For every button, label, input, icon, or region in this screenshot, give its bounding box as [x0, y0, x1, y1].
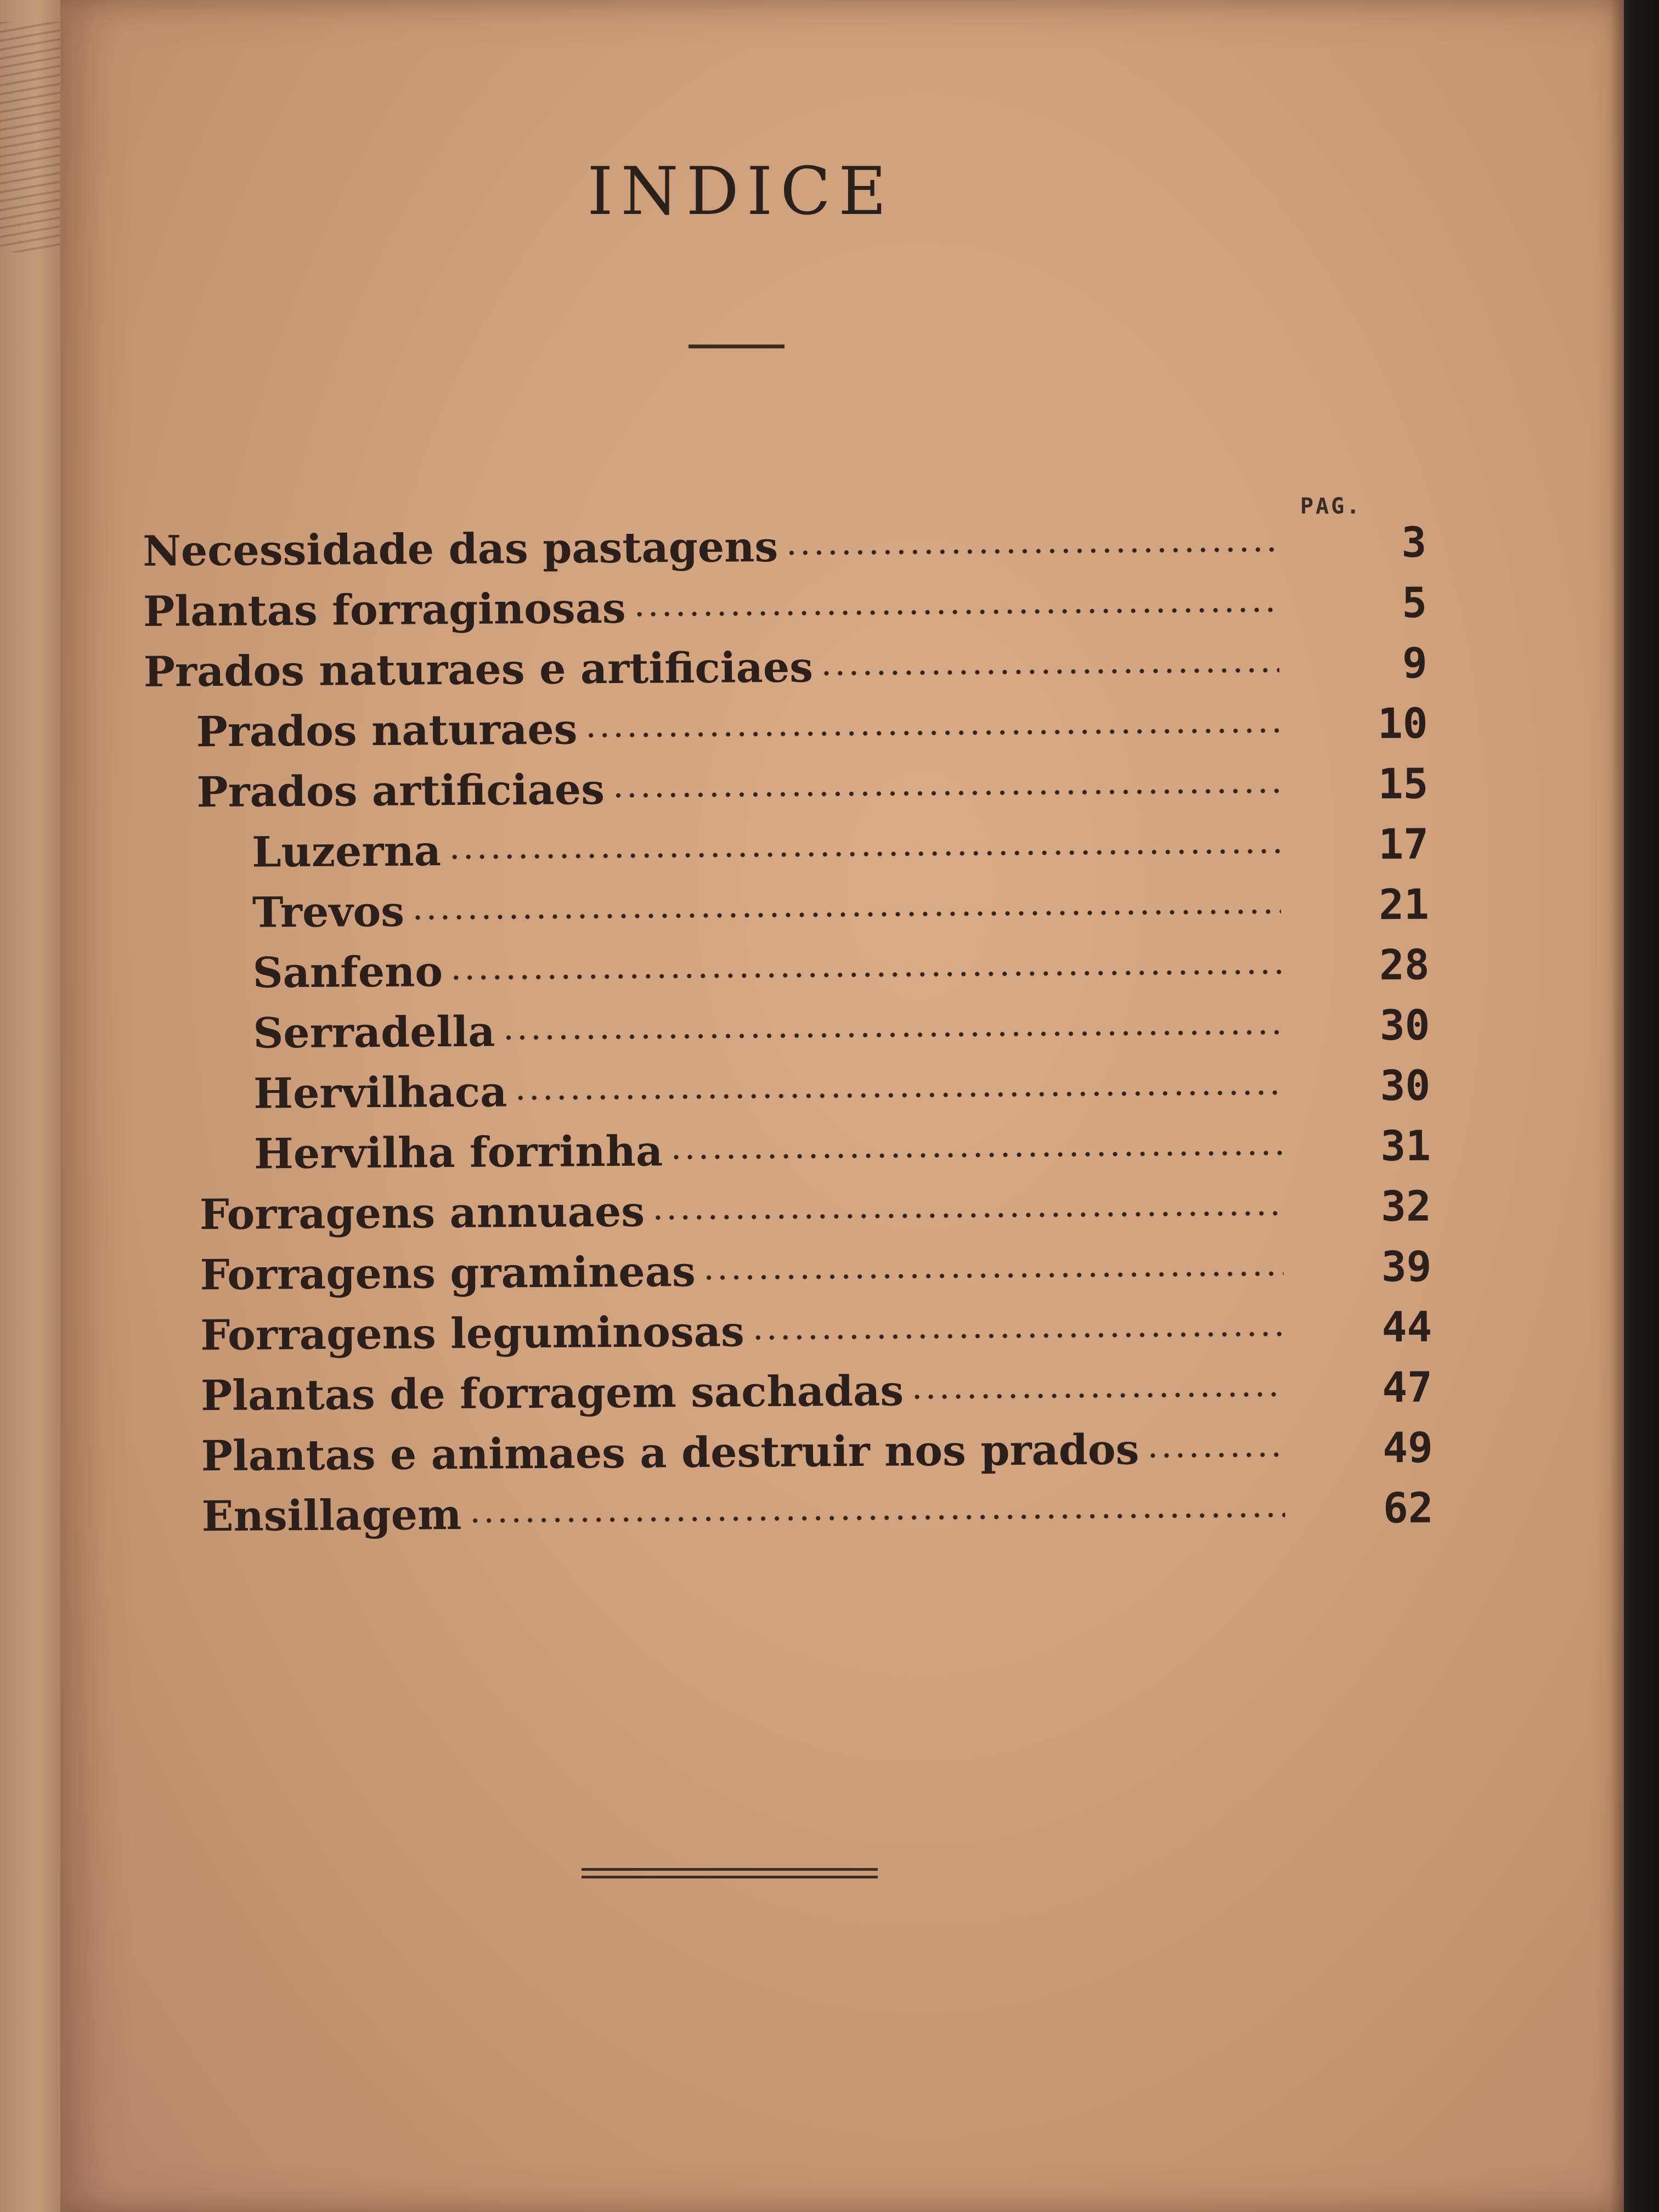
double-rule-top-line — [582, 1868, 878, 1871]
dot-leader — [702, 1265, 1284, 1286]
dot-leader — [411, 903, 1281, 926]
toc-entry-title: Trevos — [252, 887, 405, 937]
toc-entry-title: Sanfeno — [252, 947, 443, 997]
dot-leader — [584, 722, 1279, 743]
dot-leader — [751, 1325, 1284, 1346]
page-column-label: PAG. — [1300, 494, 1362, 519]
toc-entry-page-number: 49 — [1382, 1423, 1434, 1472]
toc-entry — [145, 880, 1430, 949]
toc-entry-page-number: 62 — [1383, 1483, 1434, 1533]
toc-entry-page-number: 21 — [1379, 879, 1430, 929]
toc-entry — [143, 518, 1427, 587]
toc-entry-page-number: 47 — [1382, 1362, 1433, 1412]
double-rule-bottom-line — [582, 1876, 878, 1878]
previous-page-print — [0, 22, 60, 252]
dot-leader — [449, 963, 1282, 986]
toc-entry-title: Luzerna — [251, 826, 442, 877]
dot-leader — [1146, 1446, 1285, 1464]
toc-entry-title: Forragens annuaes — [199, 1187, 645, 1239]
toc-entry-title: Hervilhaca — [253, 1067, 507, 1118]
toc-entry-page-number: 31 — [1380, 1121, 1431, 1171]
toc-entry — [149, 1483, 1434, 1553]
toc-entry-page-number: 39 — [1381, 1242, 1432, 1291]
toc-entry-page-number: 9 — [1402, 638, 1428, 687]
toc-entry — [145, 820, 1429, 889]
toc-entry — [147, 1121, 1431, 1190]
dot-leader — [785, 541, 1278, 561]
toc-entry-title: Plantas e animaes a destruir nos prados — [201, 1425, 1139, 1481]
dot-leader — [651, 1205, 1283, 1226]
dot-leader — [669, 1144, 1283, 1165]
toc-entry-title: Prados naturaes e artificiaes — [143, 642, 814, 696]
toc-entry — [149, 1363, 1433, 1432]
toc-entry-page-number: 28 — [1379, 940, 1430, 990]
toc-entry — [149, 1423, 1434, 1492]
dot-leader — [820, 662, 1279, 681]
toc-entry-page-number: 15 — [1378, 759, 1429, 809]
toc-entry-page-number: 32 — [1380, 1181, 1432, 1231]
dot-leader — [514, 1084, 1282, 1106]
dot-leader — [468, 1506, 1285, 1529]
toc-entry-page-number: 30 — [1380, 1060, 1431, 1110]
dot-leader — [611, 782, 1280, 804]
toc-entry — [148, 1302, 1432, 1372]
dot-leader — [501, 1024, 1282, 1046]
toc-entry-page-number: 30 — [1379, 1000, 1430, 1050]
toc-entry — [143, 578, 1427, 647]
toc-entry-page-number: 44 — [1381, 1302, 1432, 1352]
dot-leader — [448, 843, 1280, 865]
toc-entry-title: Prados artificiaes — [196, 765, 605, 817]
table-of-contents — [143, 518, 1434, 1553]
page-edge-shadow — [1611, 0, 1624, 2212]
toc-entry — [146, 1001, 1430, 1070]
toc-entry — [144, 759, 1429, 828]
title-rule — [689, 345, 785, 348]
toc-entry — [148, 1242, 1432, 1311]
dot-leader — [910, 1386, 1284, 1405]
toc-entry-page-number: 3 — [1401, 517, 1427, 567]
page-title: INDICE — [587, 154, 894, 230]
toc-entry — [146, 1061, 1431, 1130]
toc-entry-title: Plantas forraginosas — [143, 583, 626, 636]
toc-entry-title: Forragens leguminosas — [200, 1307, 745, 1360]
toc-entry — [144, 639, 1428, 708]
toc-entry-title: Forragens gramineas — [200, 1246, 696, 1300]
toc-entry-title: Serradella — [253, 1007, 495, 1058]
toc-entry-title: Plantas de forragem sachadas — [200, 1366, 904, 1420]
toc-entry-title: Hervilha forrinha — [253, 1126, 663, 1178]
dot-leader — [633, 601, 1279, 623]
toc-entry-page-number: 5 — [1401, 578, 1427, 627]
toc-entry-title: Prados naturaes — [196, 704, 578, 757]
toc-entry-page-number: 10 — [1377, 698, 1428, 748]
toc-entry — [144, 699, 1428, 768]
toc-entry-title: Ensillagem — [201, 1489, 462, 1541]
toc-entry-title: Necessidade das pastagens — [143, 522, 778, 575]
closing-double-rule — [582, 1868, 878, 1880]
toc-entry — [145, 940, 1430, 1009]
toc-entry-page-number: 17 — [1378, 819, 1429, 869]
toc-entry — [147, 1182, 1431, 1251]
